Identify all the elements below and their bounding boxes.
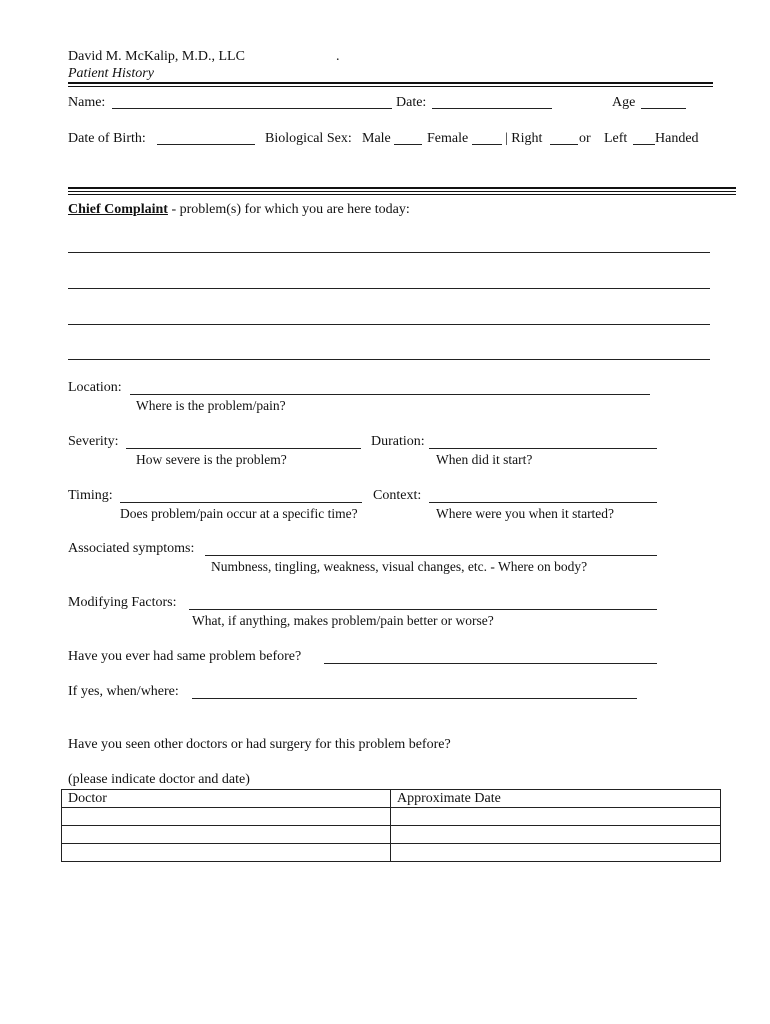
table-header-row bbox=[62, 790, 721, 808]
complaint-line-1[interactable] bbox=[68, 252, 710, 253]
context-hint: Where were you when it started? bbox=[436, 506, 615, 521]
age-label: Age bbox=[612, 95, 636, 110]
duration-field[interactable] bbox=[429, 448, 657, 449]
header-rule-top bbox=[68, 82, 713, 84]
table-row bbox=[62, 826, 721, 844]
chief-complaint-line bbox=[68, 202, 410, 218]
complaint-line-4[interactable] bbox=[68, 359, 710, 360]
date-column-header: Approximate Date bbox=[391, 790, 721, 808]
female-label: Female bbox=[427, 131, 469, 146]
location-field[interactable] bbox=[130, 394, 650, 395]
name-label: Name: bbox=[68, 95, 106, 110]
section-rule-bottom bbox=[68, 194, 736, 195]
chief-complaint-title: Chief Complaint bbox=[68, 202, 168, 217]
complaint-line-3[interactable] bbox=[68, 324, 710, 325]
date-label: Date: bbox=[396, 95, 427, 110]
modifying-factors-field[interactable] bbox=[189, 609, 657, 610]
same-problem-field[interactable] bbox=[324, 663, 657, 664]
doctor-cell[interactable] bbox=[62, 808, 391, 826]
severity-field[interactable] bbox=[126, 448, 361, 449]
doctor-column-header: Doctor bbox=[62, 790, 391, 808]
severity-label: Severity: bbox=[68, 434, 119, 449]
handed-label: Handed bbox=[655, 131, 699, 146]
or-label: or bbox=[579, 131, 591, 146]
right-handed-field[interactable] bbox=[550, 144, 578, 145]
duration-label: Duration: bbox=[371, 434, 425, 449]
same-problem-label: Have you ever had same problem before? bbox=[68, 649, 302, 664]
dob-field[interactable] bbox=[157, 144, 255, 145]
when-where-field[interactable] bbox=[192, 698, 637, 699]
header-rule-bottom bbox=[68, 86, 713, 87]
age-field[interactable] bbox=[641, 108, 686, 109]
date-cell[interactable] bbox=[391, 808, 721, 826]
assoc-symptoms-hint: Numbness, tingling, weakness, visual changes, etc. - Where on body? bbox=[211, 559, 588, 574]
context-label: Context: bbox=[373, 488, 422, 503]
location-hint: Where is the problem/pain? bbox=[136, 398, 286, 413]
section-rule-top bbox=[68, 187, 736, 189]
duration-hint: When did it start? bbox=[436, 452, 533, 467]
date-cell[interactable] bbox=[391, 844, 721, 862]
right-label: | Right bbox=[505, 131, 543, 146]
timing-field[interactable] bbox=[120, 502, 362, 503]
doctor-cell[interactable] bbox=[62, 826, 391, 844]
doctor-cell[interactable] bbox=[62, 844, 391, 862]
modifying-factors-hint: What, if anything, makes problem/pain better or worse? bbox=[192, 613, 494, 628]
form-subtitle: Patient History bbox=[68, 66, 154, 81]
assoc-symptoms-field[interactable] bbox=[205, 555, 657, 556]
practice-name: David M. McKalip, M.D., LLC bbox=[68, 49, 245, 64]
chief-complaint-desc: - problem(s) for which you are here today: bbox=[171, 202, 410, 217]
section-rule-mid bbox=[68, 191, 736, 192]
table-row bbox=[62, 808, 721, 826]
doctor-date-table bbox=[61, 789, 721, 862]
male-field[interactable] bbox=[394, 144, 422, 145]
date-field[interactable] bbox=[432, 108, 552, 109]
indicate-doctor-date-label: (please indicate doctor and date) bbox=[68, 772, 250, 787]
date-cell[interactable] bbox=[391, 826, 721, 844]
name-field[interactable] bbox=[112, 108, 392, 109]
other-doctors-label: Have you seen other doctors or had surgery for this problem before? bbox=[68, 737, 451, 752]
female-field[interactable] bbox=[472, 144, 502, 145]
header-dot: . bbox=[336, 49, 340, 64]
location-label: Location: bbox=[68, 380, 122, 395]
male-label: Male bbox=[362, 131, 391, 146]
sex-label: Biological Sex: bbox=[265, 131, 352, 146]
dob-label: Date of Birth: bbox=[68, 131, 146, 146]
timing-label: Timing: bbox=[68, 488, 113, 503]
when-where-label: If yes, when/where: bbox=[68, 684, 179, 699]
complaint-line-2[interactable] bbox=[68, 288, 710, 289]
left-label: Left bbox=[604, 131, 628, 146]
modifying-factors-label: Modifying Factors: bbox=[68, 595, 177, 610]
assoc-symptoms-label: Associated symptoms: bbox=[68, 541, 195, 556]
timing-hint: Does problem/pain occur at a specific time? bbox=[120, 506, 358, 521]
table-row bbox=[62, 844, 721, 862]
context-field[interactable] bbox=[429, 502, 657, 503]
severity-hint: How severe is the problem? bbox=[136, 452, 287, 467]
left-handed-field[interactable] bbox=[633, 144, 655, 145]
